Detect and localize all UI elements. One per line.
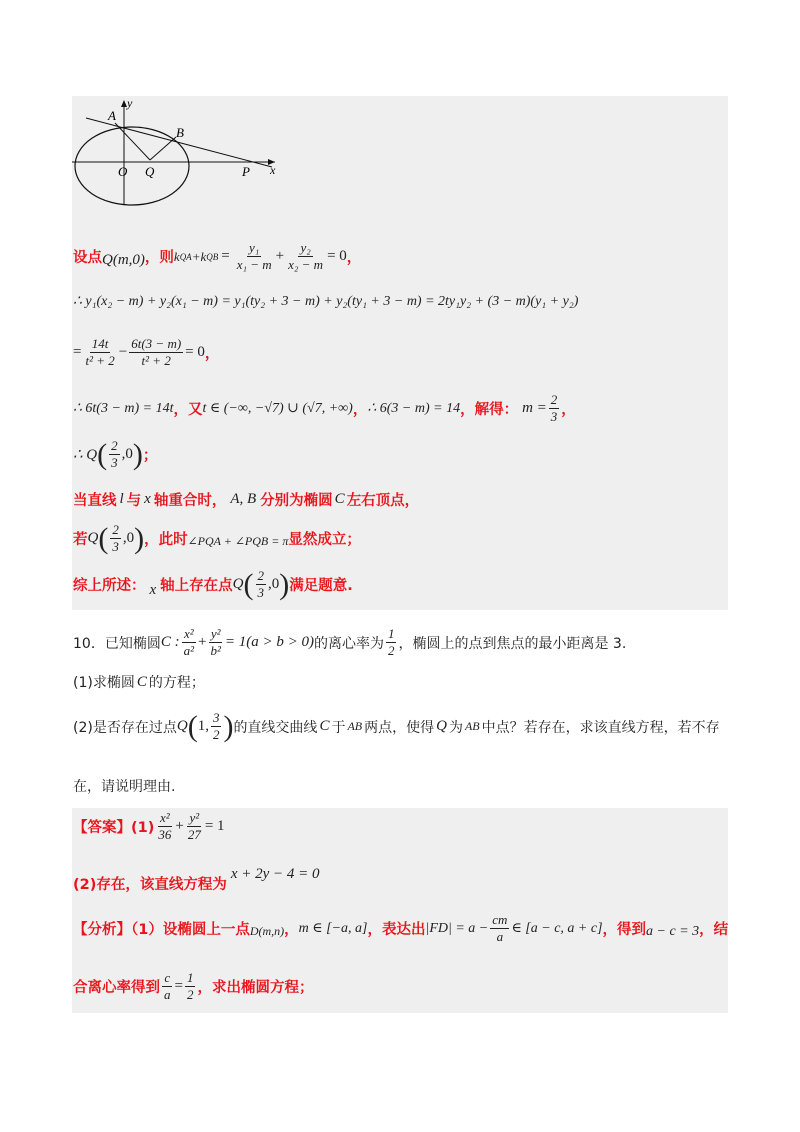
text: ，此时 bbox=[144, 532, 188, 548]
label-B: B bbox=[176, 125, 184, 140]
math: + bbox=[197, 634, 207, 650]
denominator: 2 bbox=[186, 987, 194, 1002]
math: t ∈ (−∞, −√7) ∪ (√7, +∞) bbox=[202, 401, 353, 416]
denominator: a bbox=[164, 987, 171, 1002]
solution-line-8 bbox=[73, 568, 353, 601]
fraction bbox=[109, 438, 120, 471]
analysis-line-2 bbox=[73, 970, 313, 1003]
fraction bbox=[162, 970, 173, 1003]
question-text: 中点？若存在，求该直线方程，若不存 bbox=[481, 719, 720, 736]
text: ， bbox=[346, 250, 362, 266]
math: Q bbox=[176, 718, 188, 734]
numerator: y₂ bbox=[300, 240, 311, 255]
denominator: a bbox=[496, 929, 504, 944]
question-part-2 bbox=[73, 710, 720, 743]
text: ，得到 bbox=[602, 922, 647, 938]
question-text: 的离心率为 bbox=[313, 635, 384, 652]
denominator: t² + 2 bbox=[85, 353, 115, 368]
math: x bbox=[144, 491, 151, 507]
numerator: 2 bbox=[111, 438, 118, 453]
math: 1, bbox=[197, 718, 209, 734]
segment-QA bbox=[115, 123, 150, 160]
text: 若 bbox=[73, 532, 88, 548]
math: l bbox=[119, 491, 124, 507]
answer-line-2 bbox=[73, 855, 320, 894]
math: Q bbox=[436, 718, 447, 734]
text: ，又 bbox=[173, 402, 203, 418]
math-sub: QB bbox=[206, 251, 219, 262]
text: 合离心率得到 bbox=[73, 980, 160, 996]
question-text: 于 bbox=[331, 719, 346, 736]
text: ，解得： bbox=[460, 402, 519, 418]
text: 左右顶点， bbox=[346, 493, 420, 509]
text: (2)存在，该直线方程为 bbox=[73, 877, 227, 893]
denominator: 27 bbox=[187, 827, 201, 842]
text: 分别为椭圆 bbox=[260, 493, 333, 509]
text: ； bbox=[142, 448, 158, 464]
numerator: c bbox=[164, 970, 171, 985]
denominator: t² + 2 bbox=[141, 353, 171, 368]
math: + bbox=[275, 248, 285, 264]
numerator: cm bbox=[492, 912, 508, 927]
text: 显然成立； bbox=[288, 532, 361, 548]
math: m ∈ [−a, a] bbox=[298, 921, 368, 936]
text: 与 bbox=[126, 493, 142, 509]
text: 设点 bbox=[73, 250, 102, 266]
denominator: 2 bbox=[387, 643, 395, 658]
math: − bbox=[118, 344, 128, 360]
paren: ) bbox=[223, 709, 234, 743]
question-10 bbox=[73, 626, 626, 659]
fraction bbox=[386, 626, 397, 659]
fraction bbox=[286, 240, 325, 273]
numerator: y² bbox=[210, 626, 221, 641]
question-text: 10．已知椭圆 bbox=[73, 635, 161, 652]
paren: ) bbox=[134, 521, 145, 555]
paren: ( bbox=[187, 709, 198, 743]
math: C bbox=[319, 718, 330, 734]
paren: ) bbox=[132, 437, 143, 471]
math: Q(m,0) bbox=[102, 252, 145, 268]
solution-line-5 bbox=[73, 438, 157, 471]
math: m = bbox=[522, 400, 547, 416]
math: ,0 bbox=[268, 576, 280, 592]
text: ， bbox=[204, 346, 220, 362]
label-y: y bbox=[127, 96, 133, 110]
segment-QB bbox=[150, 137, 176, 160]
fraction bbox=[256, 568, 267, 601]
math: A, B bbox=[230, 491, 257, 507]
text: ，求出椭圆方程； bbox=[197, 980, 314, 996]
math: ∠PQA + ∠PQB = π bbox=[187, 534, 289, 548]
text: 轴重合时， bbox=[153, 493, 227, 509]
math: ∴ Q bbox=[73, 447, 98, 463]
numerator: 1 bbox=[387, 626, 395, 641]
solution-line-6 bbox=[73, 489, 419, 510]
question-text: 的直线交曲线 bbox=[233, 719, 318, 736]
paren: ( bbox=[97, 437, 108, 471]
denominator: 3 bbox=[112, 539, 119, 554]
paren: ( bbox=[243, 567, 254, 601]
numerator: 2 bbox=[257, 568, 265, 583]
analysis-line-1 bbox=[73, 912, 728, 945]
fraction bbox=[182, 626, 196, 659]
question-text: 两点，使得 bbox=[364, 719, 435, 736]
fraction bbox=[83, 336, 116, 369]
numerator: 1 bbox=[186, 970, 194, 985]
math: ,0 bbox=[121, 446, 133, 462]
text: ，结 bbox=[699, 922, 729, 938]
denominator: 36 bbox=[158, 827, 172, 842]
denominator: a² bbox=[183, 643, 194, 658]
math: ∈ [a − c, a + c] bbox=[511, 921, 603, 936]
math: a − c = 3 bbox=[646, 923, 700, 939]
denominator: 3 bbox=[111, 455, 118, 470]
math: x bbox=[149, 582, 157, 598]
math: AB bbox=[464, 719, 480, 733]
fraction bbox=[110, 522, 121, 555]
question-text: (2)是否存在过点 bbox=[73, 719, 177, 736]
question-part-2-cont bbox=[73, 776, 175, 796]
math: ∴ 6(3 − m) = 14 bbox=[367, 401, 461, 416]
math: ,0 bbox=[122, 530, 135, 546]
text: 轴上存在点 bbox=[160, 578, 233, 594]
math: Q bbox=[232, 576, 244, 592]
label-A: A bbox=[108, 108, 116, 123]
text: 综上所述： bbox=[73, 578, 146, 594]
numerator: 2 bbox=[550, 392, 558, 407]
solution-line-1 bbox=[73, 240, 361, 273]
fraction bbox=[208, 626, 222, 659]
denominator: x₁ − m bbox=[236, 257, 272, 272]
math: = 0 bbox=[185, 344, 205, 360]
math: = 1 bbox=[204, 818, 225, 834]
math: ∴ 6t(3 − m) = 14t bbox=[73, 401, 174, 416]
question-text: ，椭圆上的点到焦点的最小距离是 3. bbox=[398, 635, 627, 652]
fraction bbox=[129, 336, 183, 369]
math: = bbox=[174, 978, 183, 994]
math: +k bbox=[191, 248, 207, 264]
math: |FD| = a − bbox=[425, 920, 489, 936]
label-O: O bbox=[118, 164, 128, 179]
math-sub: QA bbox=[179, 251, 192, 262]
text: ，则 bbox=[144, 250, 174, 266]
numerator: 14t bbox=[91, 336, 109, 351]
math: D(m,n) bbox=[249, 924, 285, 938]
fraction bbox=[211, 710, 222, 743]
numerator: 2 bbox=[112, 522, 119, 537]
text: ， bbox=[561, 402, 576, 418]
text: ， bbox=[284, 922, 299, 938]
label-P: P bbox=[242, 164, 250, 179]
math: C bbox=[334, 491, 345, 507]
solution-line-3 bbox=[73, 336, 219, 369]
denominator: 3 bbox=[257, 585, 265, 600]
denominator: 2 bbox=[212, 727, 220, 742]
numerator: 6t(3 − m) bbox=[131, 336, 182, 351]
math: = 1(a > b > 0) bbox=[224, 634, 314, 650]
text: ，表达出 bbox=[367, 922, 426, 938]
solution-line-2 bbox=[73, 293, 578, 310]
text: 【分析】（1）设椭圆上一点 bbox=[73, 922, 250, 938]
math: = bbox=[73, 344, 82, 360]
paren: ( bbox=[98, 521, 109, 555]
question-part-1 bbox=[73, 672, 205, 692]
numerator: y² bbox=[189, 810, 200, 825]
paren: ) bbox=[279, 567, 290, 601]
ellipse-figure bbox=[72, 96, 287, 206]
fraction bbox=[235, 240, 274, 273]
solution-line-4 bbox=[73, 392, 576, 425]
math: C : bbox=[160, 634, 180, 650]
math: = 0 bbox=[327, 248, 347, 264]
question-text: 在，请说明理由. bbox=[73, 779, 176, 795]
numerator: x² bbox=[160, 810, 170, 825]
math: k bbox=[173, 248, 180, 264]
math: x + 2y − 4 = 0 bbox=[230, 866, 320, 882]
numerator: y₁ bbox=[249, 240, 260, 255]
answer-label: 【答案】(1) bbox=[73, 820, 155, 836]
fraction bbox=[185, 970, 196, 1003]
ellipse-curve bbox=[75, 127, 189, 205]
math: AB bbox=[347, 719, 363, 733]
text: ， bbox=[352, 402, 368, 418]
label-x: x bbox=[270, 163, 276, 177]
question-text: (1)求椭圆 bbox=[73, 675, 135, 691]
math: ∴ y₁(x₂ − m) + y₂(x₁ − m) = y₁(ty₂ + 3 − m) + y₂(ty₁ + 3 − m) = 2ty₁y₂ + (3 − m)(y₁ + y₂) bbox=[73, 294, 579, 309]
question-text: 为 bbox=[448, 719, 463, 736]
text: 满足题意. bbox=[289, 578, 353, 594]
denominator: 3 bbox=[550, 409, 558, 424]
question-text: 的方程； bbox=[148, 675, 205, 691]
answer-line-1 bbox=[73, 810, 225, 843]
math: C bbox=[136, 673, 147, 690]
denominator: b² bbox=[210, 643, 221, 658]
solution-line-7 bbox=[73, 522, 361, 555]
math: Q bbox=[87, 530, 99, 546]
numerator: x² bbox=[183, 626, 194, 641]
denominator: x₂ − m bbox=[288, 257, 324, 272]
math: = bbox=[221, 248, 230, 264]
numerator: 3 bbox=[212, 710, 220, 725]
fraction bbox=[549, 392, 560, 425]
text: 当直线 bbox=[73, 493, 117, 509]
label-Q: Q bbox=[145, 164, 155, 179]
fraction bbox=[490, 912, 509, 945]
fraction bbox=[156, 810, 173, 843]
fraction bbox=[186, 810, 203, 843]
math: + bbox=[175, 818, 184, 834]
